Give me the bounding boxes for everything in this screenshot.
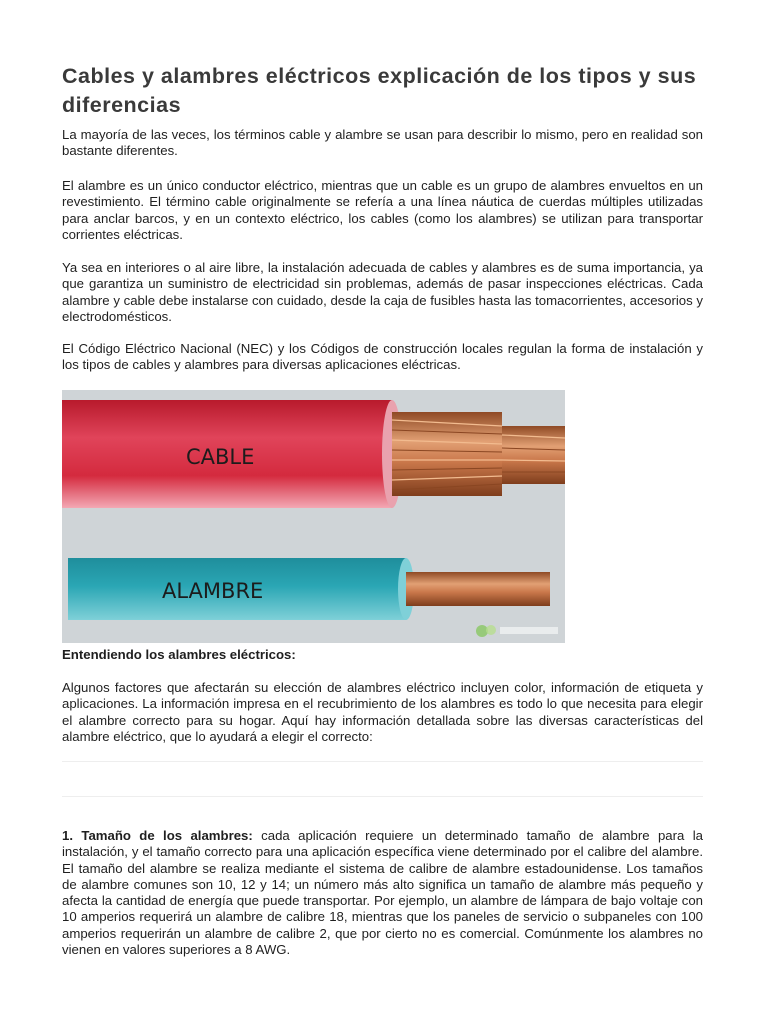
paragraph-factors: Algunos factores que afectarán su elección de alambres eléctrico incluyen color, información de etiqueta y aplicaciones. La información impresa en el recubrimiento de los alambres es todo lo que necesita para elegir el alambre correcto para su hogar. Aquí hay información detallada sobre las diversas características del alambre eléctrico, que lo ayudará a elegir el correcto:: [62, 680, 703, 744]
paragraph-wire-size: [62, 828, 703, 958]
item-label: 1. Tamaño de los alambres:: [62, 828, 253, 843]
cable-wire-illustration: [62, 390, 565, 643]
paragraph-intro: La mayoría de las veces, los términos cable y alambre se usan para describir lo mismo, pero en realidad son bastante diferentes.: [62, 127, 703, 159]
paragraph-nec: El Código Eléctrico Nacional (NEC) y los Códigos de construcción locales regulan la forma de instalación y los tipos de cables y alambres para diversas aplicaciones eléctricas.: [62, 341, 703, 373]
wire-copper: [406, 572, 550, 606]
article-title: Cables y alambres eléctricos explicación de los tipos y sus diferencias: [62, 64, 697, 117]
cable-label: CABLE: [186, 445, 255, 469]
item-text: cada aplicación requiere un determinado tamaño de alambre para la instalación, y el tamaño correcto para una aplicación específica viene determinado por el calibre del alambre. El tamaño del alambre se realiza mediante el sistema de calibre de alambre estadounidense. Los tamaños de alambre comunes son 10, 12 y 14; un número más alto significa un tamaño de alambre más pequeño y afecta la cantidad de energía que puede transportar. Por ejemplo, un alambre de lámpara de bajo voltaje con 10 amperios requerirá un alambre de calibre 18, mientras que los paneles de servicio o subpaneles con 100 amperios requerirán un alambre de calibre 2, que por cierto no es comercial. Comúnmente los alambres no vienen en valores superiores a 8 AWG.: [62, 828, 703, 958]
wire-label: ALAMBRE: [162, 579, 264, 603]
paragraph-installation: Ya sea en interiores o al aire libre, la instalación adecuada de cables y alambres es de suma importancia, ya que garantiza un suministro de electricidad sin problemas, además de pasar inspecciones eléctricas. Cada alambre y cable debe instalarse con cuidado, desde la caja de fusibles hasta las tomacorrientes, accesorios y electrodomésticos.: [62, 260, 703, 324]
divider: [62, 761, 703, 762]
paragraph-definition: El alambre es un único conductor eléctrico, mientras que un cable es un grupo de alambres envueltos en un revestimiento. El término cable originalmente se refería a una línea náutica de cuerdas múltiples utilizadas para anclar barcos, y en un contexto eléctrico, los cables (como los alambres) se utilizan para transportar corrientes eléctricas.: [62, 178, 703, 242]
section-heading: Entendiendo los alambres eléctricos:: [62, 647, 296, 662]
divider: [62, 796, 703, 797]
cable-vs-wire-image: [62, 390, 565, 643]
